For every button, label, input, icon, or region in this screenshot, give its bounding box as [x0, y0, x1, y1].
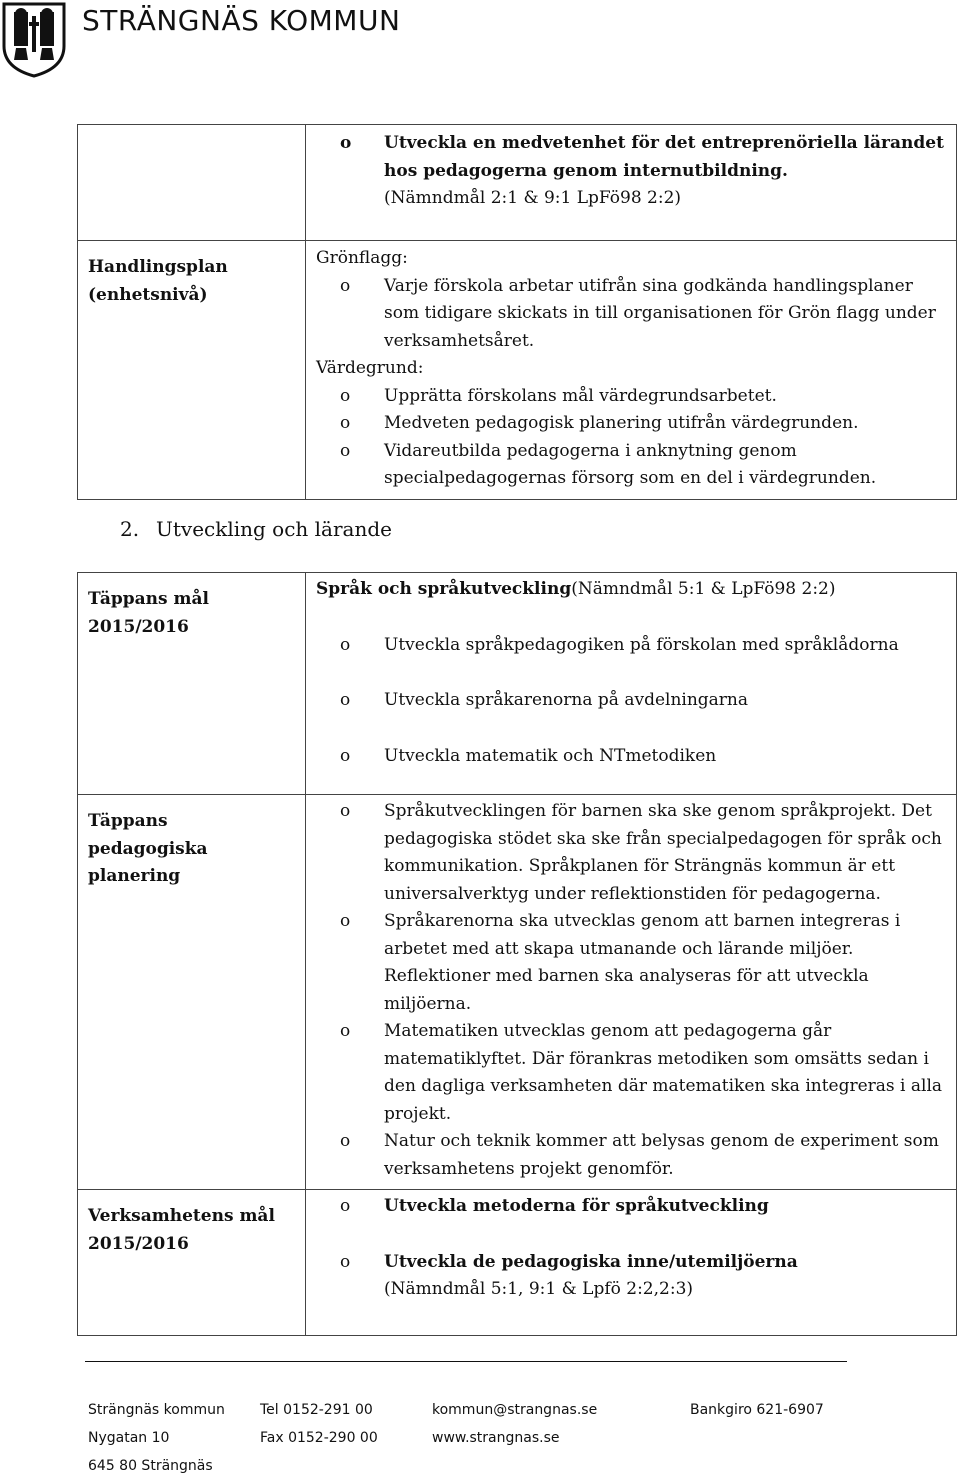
section-title: Utveckling och lärande: [156, 517, 392, 541]
strangnas-crest-icon: [2, 2, 66, 78]
footer-fax: Fax 0152-290 00: [260, 1430, 378, 1446]
table-row: [78, 241, 957, 500]
row-label: Täppans mål 2015/2016: [78, 573, 306, 795]
table-row: [78, 795, 957, 1190]
page-header: [0, 0, 960, 80]
footer-org: Strängnäs kommun: [88, 1402, 225, 1418]
list-item: o Utveckla metoderna för språkutveckling: [340, 1196, 769, 1216]
footer-email: kommun@strangnas.se: [432, 1402, 598, 1418]
list-item: o Upprätta förskolans mål värdegrundsarbetet.: [340, 385, 777, 406]
list-item: o Utveckla språkarenorna på avdelningarna: [340, 690, 749, 710]
content-cell: [306, 241, 957, 500]
mandate-note: (Nämndmål 5:1, 9:1 & Lpfö 2:2,2:3): [384, 1279, 694, 1299]
list-item: o Utveckla en medvetenhet för det entreprenöriella lärandet hos pedagogerna genom internutbildning.: [340, 133, 944, 181]
bullet-list: [316, 798, 948, 1183]
footer-tel: Tel 0152-291 00: [260, 1402, 373, 1418]
empty-label-cell: [78, 125, 306, 241]
list-item: o Språkarenorna ska utvecklas genom att barnen integreras i arbetet med att skapa utmanande och lärande miljöer. Reflektioner med barnen ska analyseras för att utveckla miljöerna.: [340, 911, 901, 1014]
list-item: o Språkutvecklingen för barnen ska ske genom språkprojekt. Det pedagogiska stödet ska ske från specialpedagogen för språk och kommunikation. Språkplanen för Strängnäs kommun är ett universalverktyg under reflektionstiden för pedagogerna.: [340, 801, 942, 904]
content-cell: [306, 125, 957, 241]
content-cell: [306, 795, 957, 1190]
content-cell: [306, 1190, 957, 1336]
table-row: [78, 1190, 957, 1336]
subheading-green-flag: Grönflagg:: [316, 248, 408, 268]
row-label: Handlingsplan (enhetsnivå): [78, 241, 306, 500]
footer-bankgiro: Bankgiro 621-6907: [690, 1402, 824, 1418]
section-heading: [120, 517, 392, 541]
list-item: o Natur och teknik kommer att belysas genom de experiment som verksamhetens projekt genomför.: [340, 1131, 939, 1179]
mandate-note: (Nämndmål 2:1 & 9:1 LpFö98 2:2): [384, 188, 682, 208]
table-row: [78, 125, 957, 241]
list-item: o Utveckla språkpedagogiken på förskolan med språklådorna: [340, 634, 899, 655]
list-item: o Utveckla matematik och NTmetodiken: [340, 745, 717, 766]
list-item: o Utveckla de pedagogiska inne/utemiljöerna: [340, 1251, 798, 1272]
list-item: o Vidareutbilda pedagogerna i anknytning genom specialpedagogernas försorg som en del i värdegrunden.: [340, 440, 877, 488]
row-label: Verksamhetens mål 2015/2016: [78, 1190, 306, 1336]
action-plan-table: [77, 124, 957, 500]
bullet-list: [316, 383, 948, 493]
organization-name: STRÄNGNÄS KOMMUN: [82, 4, 401, 37]
bullet-list: [316, 130, 948, 185]
list-item: o Matematiken utvecklas genom att pedagogerna går matematiklyftet. Där förankras metodiken som omsätts sedan i den dagliga verksamheten där matematiken ska integreras i alla projekt.: [340, 1021, 943, 1124]
row-label: Täppans pedagogiska planering: [78, 795, 306, 1190]
content-cell: [306, 573, 957, 795]
list-item: o Medveten pedagogisk planering utifrån värdegrunden.: [340, 413, 859, 433]
bullet-list: [316, 273, 948, 356]
goals-table: [77, 572, 957, 1336]
list-item: o Varje förskola arbetar utifrån sina godkända handlingsplaner som tidigare skickats in till organisationen för Grön flagg under verksamhetsåret.: [340, 275, 936, 351]
subheading-core-values: Värdegrund:: [316, 358, 424, 378]
bullet-list: [316, 1193, 948, 1276]
section-number: 2.: [120, 517, 140, 541]
bullet-list: [316, 632, 948, 771]
footer-street: Nygatan 10: [88, 1430, 170, 1446]
footer-divider: [85, 1361, 847, 1362]
footer-web: www.strangnas.se: [432, 1430, 560, 1446]
table-row: [78, 573, 957, 795]
footer-postal: 645 80 Strängnäs: [88, 1458, 213, 1474]
goal-heading: Språk och språkutveckling(Nämndmål 5:1 & LpFö98 2:2): [316, 579, 836, 599]
